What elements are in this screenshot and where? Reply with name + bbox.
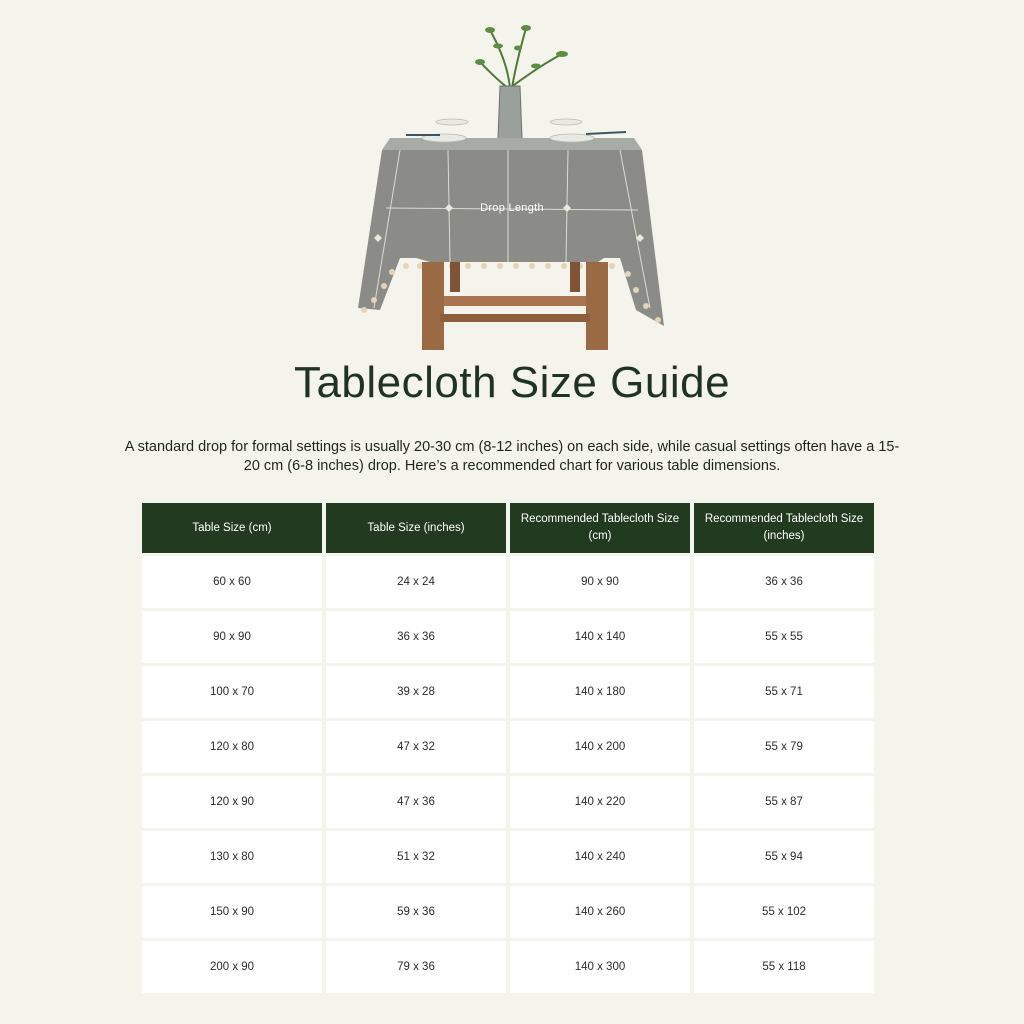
header-table-size-cm: Table Size (cm) <box>142 503 322 553</box>
table-cell: 24 x 24 <box>326 556 506 608</box>
table-cell: 140 x 220 <box>510 776 690 828</box>
size-table <box>138 500 878 996</box>
header-recommended-size-cm: Recommended Tablecloth Size (cm) <box>510 503 690 553</box>
table-cell: 140 x 140 <box>510 611 690 663</box>
table-cell: 55 x 102 <box>694 886 874 938</box>
table-cell: 90 x 90 <box>510 556 690 608</box>
table-cell: 60 x 60 <box>142 556 322 608</box>
table-cell: 100 x 70 <box>142 666 322 718</box>
table-cell: 140 x 240 <box>510 831 690 883</box>
table-cell: 140 x 180 <box>510 666 690 718</box>
plant-icon <box>480 28 562 88</box>
table-cell: 140 x 200 <box>510 721 690 773</box>
table-cell: 120 x 90 <box>142 776 322 828</box>
header-recommended-size-inches: Recommended Tablecloth Size (inches) <box>694 503 874 553</box>
intro-paragraph: A standard drop for formal settings is usually 20-30 cm (8-12 inches) on each side, while casual settings often have a 15-20 cm (6-8 inches) drop. Here’s a recommended chart for various table dimensions. <box>124 439 900 474</box>
table-row <box>142 556 874 608</box>
table-cell: 36 x 36 <box>694 556 874 608</box>
table-cell: 79 x 36 <box>326 941 506 993</box>
table-legs <box>422 262 608 350</box>
table-cell: 55 x 87 <box>694 776 874 828</box>
table-cell: 140 x 300 <box>510 941 690 993</box>
table-row <box>142 831 874 883</box>
vase-icon <box>498 86 522 141</box>
table-cell: 120 x 80 <box>142 721 322 773</box>
page-title: Tablecloth Size Guide <box>293 358 731 407</box>
table-header-row <box>142 503 874 553</box>
table-cell: 59 x 36 <box>326 886 506 938</box>
table-cell: 200 x 90 <box>142 941 322 993</box>
tablecloth-illustration <box>340 18 684 358</box>
table-cell: 90 x 90 <box>142 611 322 663</box>
table-cell: 150 x 90 <box>142 886 322 938</box>
table-cell: 51 x 32 <box>326 831 506 883</box>
table-row <box>142 721 874 773</box>
table-row <box>142 886 874 938</box>
table-row <box>142 941 874 993</box>
table-cell: 47 x 32 <box>326 721 506 773</box>
table-cell: 140 x 260 <box>510 886 690 938</box>
table-row <box>142 611 874 663</box>
table-cell: 55 x 118 <box>694 941 874 993</box>
table-row <box>142 776 874 828</box>
table-cell: 39 x 28 <box>326 666 506 718</box>
table-cell: 55 x 94 <box>694 831 874 883</box>
table-cell: 130 x 80 <box>142 831 322 883</box>
header-table-size-inches: Table Size (inches) <box>326 503 506 553</box>
table-cell: 55 x 71 <box>694 666 874 718</box>
table-with-tablecloth-image <box>340 18 684 358</box>
table-cell: 47 x 36 <box>326 776 506 828</box>
table-cell: 36 x 36 <box>326 611 506 663</box>
drop-length-label: Drop Length <box>480 202 544 214</box>
table-row <box>142 666 874 718</box>
table-cell: 55 x 79 <box>694 721 874 773</box>
table-cell: 55 x 55 <box>694 611 874 663</box>
